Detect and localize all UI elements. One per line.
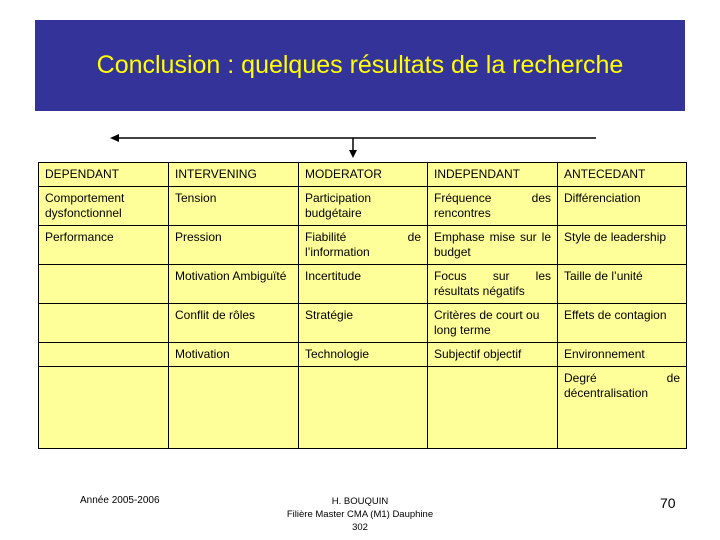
table-cell [428,367,558,449]
footer-author: H. BOUQUIN [331,496,389,507]
footer-year: Année 2005-2006 [80,495,160,506]
footer-program: Filière Master CMA (M1) Dauphine [286,509,434,520]
table-cell: Conflit de rôles [169,304,299,343]
header-intervening: INTERVENING [169,163,299,187]
table-cell: Fréquence des rencontres [428,187,558,226]
table-cell [169,367,299,449]
table-cell: Degré de décentralisation [558,367,687,449]
table-cell: Motivation Ambiguïté [169,265,299,304]
table-cell [299,367,428,449]
header-moderator: MODERATOR [299,163,428,187]
relationship-arrows [0,0,720,170]
table-cell [39,265,169,304]
table-cell: Performance [39,226,169,265]
footer-code: 302 [352,522,368,533]
table-header-row [39,163,687,187]
header-dependant: DEPENDANT [39,163,169,187]
table-row [39,343,687,367]
table-cell: Critères de court ou long terme [428,304,558,343]
table-row [39,187,687,226]
table-cell [39,367,169,449]
table-cell: Subjectif objectif [428,343,558,367]
header-antecedant: ANTECEDANT [558,163,687,187]
table-cell: Technologie [299,343,428,367]
table-cell: Participation budgétaire [299,187,428,226]
left-arrowhead [110,134,119,142]
down-arrowhead [349,150,357,158]
header-independant: INDEPENDANT [428,163,558,187]
table-cell: Pression [169,226,299,265]
table-cell [39,343,169,367]
table-cell: Différenciation [558,187,687,226]
table-cell: Environnement [558,343,687,367]
table-cell: Fiabilité de l’information [299,226,428,265]
page-title: Conclusion : quelques résultats de la recherche [96,51,624,79]
footer-credits [270,495,450,534]
table-cell: Stratégie [299,304,428,343]
table-row [39,226,687,265]
table-row [39,367,687,449]
results-table [38,162,687,449]
table-cell: Incertitude [299,265,428,304]
table-cell: Motivation [169,343,299,367]
table-cell: Style de leadership [558,226,687,265]
table-cell [39,304,169,343]
table-cell: Tension [169,187,299,226]
table-cell: Comportement dysfonctionnel [39,187,169,226]
table-row [39,265,687,304]
page-number: 70 [660,495,676,511]
table-cell: Taille de l’unité [558,265,687,304]
table-cell: Effets de contagion [558,304,687,343]
table-cell: Focus sur les résultats négatifs [428,265,558,304]
table-cell: Emphase mise sur le budget [428,226,558,265]
table-row [39,304,687,343]
